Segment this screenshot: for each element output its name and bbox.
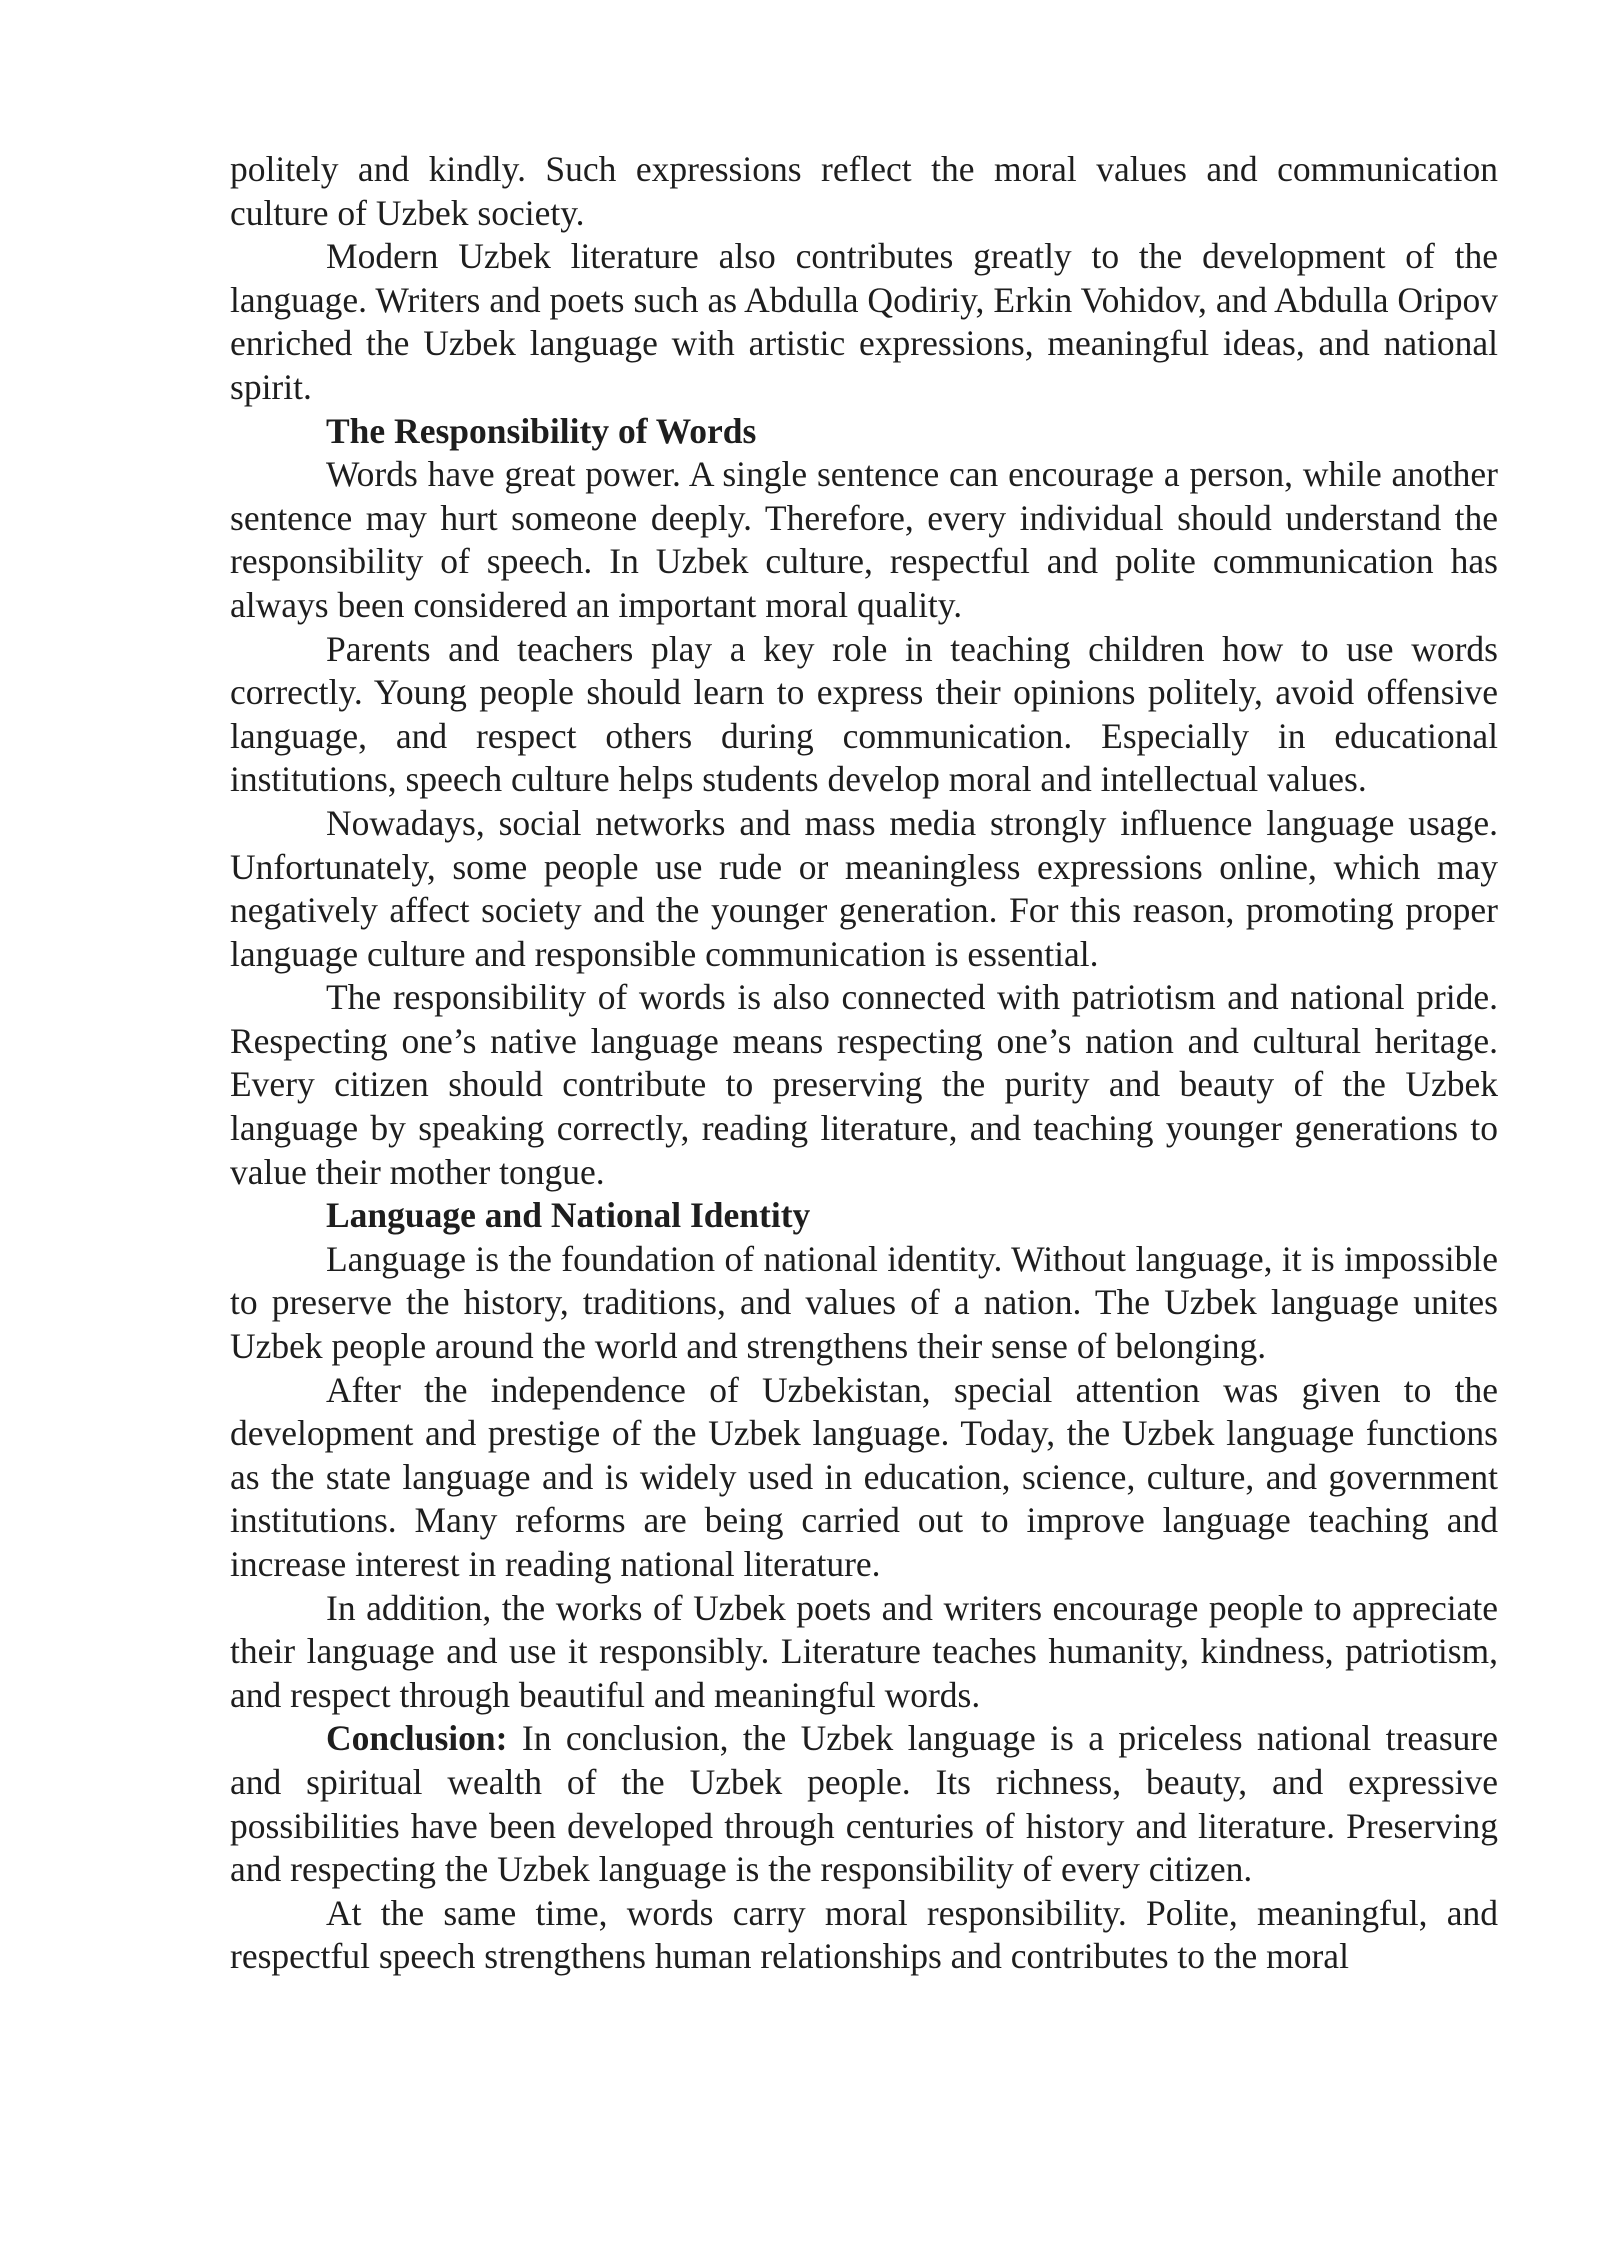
conclusion-text: In conclusion, the Uzbek language is a priceless national treasure and spiritual wealth of the Uzbek people. Its richness, beauty, and expressive possibilities have been developed through centuries of history and literature. Preserving and respecting the Uzbek language is the responsibility of every citizen. [230,1718,1498,1890]
paragraph-same-time: At the same time, words carry moral responsibility. Polite, meaningful, and respectful speech strengthens human relationships and contributes to the moral [230,1892,1498,1977]
section-heading-identity: Language and National Identity [326,1195,811,1236]
paragraph-parents-teachers: Parents and teachers play a key role in teaching children how to use words correctly. Young people should learn to express their opinions politely, avoid offensive language, and respect others during communication. Especially in educational institutions, speech culture helps students develop moral and intellectual values. [230,628,1498,800]
section-heading-responsibility: The Responsibility of Words [326,410,757,451]
paragraph-conclusion [230,1717,1498,1891]
paragraph-patriotism: The responsibility of words is also connected with patriotism and national pride. Respecting one’s native language means respecting one’s nation and cultural heritage. Every citizen should contribute to preserving the purity and beauty of the Uzbek language by speaking correctly, reading literature, and teaching younger generations to value their mother tongue. [230,977,1498,1192]
paragraph-modern-literature: Modern Uzbek literature also contributes greatly to the development of the language. Writers and poets such as Abdulla Qodiriy, Erkin Vohidov, and Abdulla Oripov enriched the Uzbek language with artistic expressions, meaningful ideas, and national spirit. [230,236,1498,407]
paragraph-independence: After the independence of Uzbekistan, special attention was given to the development and prestige of the Uzbek language. Today, the Uzbek language functions as the state language and is widely used in education, science, culture, and government institutions. Many reforms are being carried out to improve language teaching and increase interest in reading national literature. [230,1369,1498,1584]
conclusion-label: Conclusion: [326,1718,508,1759]
paragraph-words-power: Words have great power. A single sentence can encourage a person, while another sentence may hurt someone deeply. Therefore, every individual should understand the responsibility of speech. In Uzbek culture, respectful and polite communication has always been considered an important moral quality. [230,454,1498,625]
paragraph-continuation: politely and kindly. Such expressions reflect the moral values and communication culture of Uzbek society. [230,149,1498,233]
paragraph-foundation: Language is the foundation of national identity. Without language, it is impossible to preserve the history, traditions, and values of a nation. The Uzbek language unites Uzbek people around the world and strengthens their sense of belonging. [230,1238,1498,1367]
paragraph-poets-writers: In addition, the works of Uzbek poets and writers encourage people to appreciate their language and use it responsibly. Literature teaches humanity, kindness, patriotism, and respect through beautiful and meaningful words. [230,1587,1498,1715]
document-body [230,148,1498,1979]
paragraph-social-networks: Nowadays, social networks and mass media strongly influence language usage. Unfortunately, some people use rude or meaningless expressions online, which may negatively affect society and the younger generation. For this reason, promoting proper language culture and responsible communication is essential. [230,802,1498,974]
